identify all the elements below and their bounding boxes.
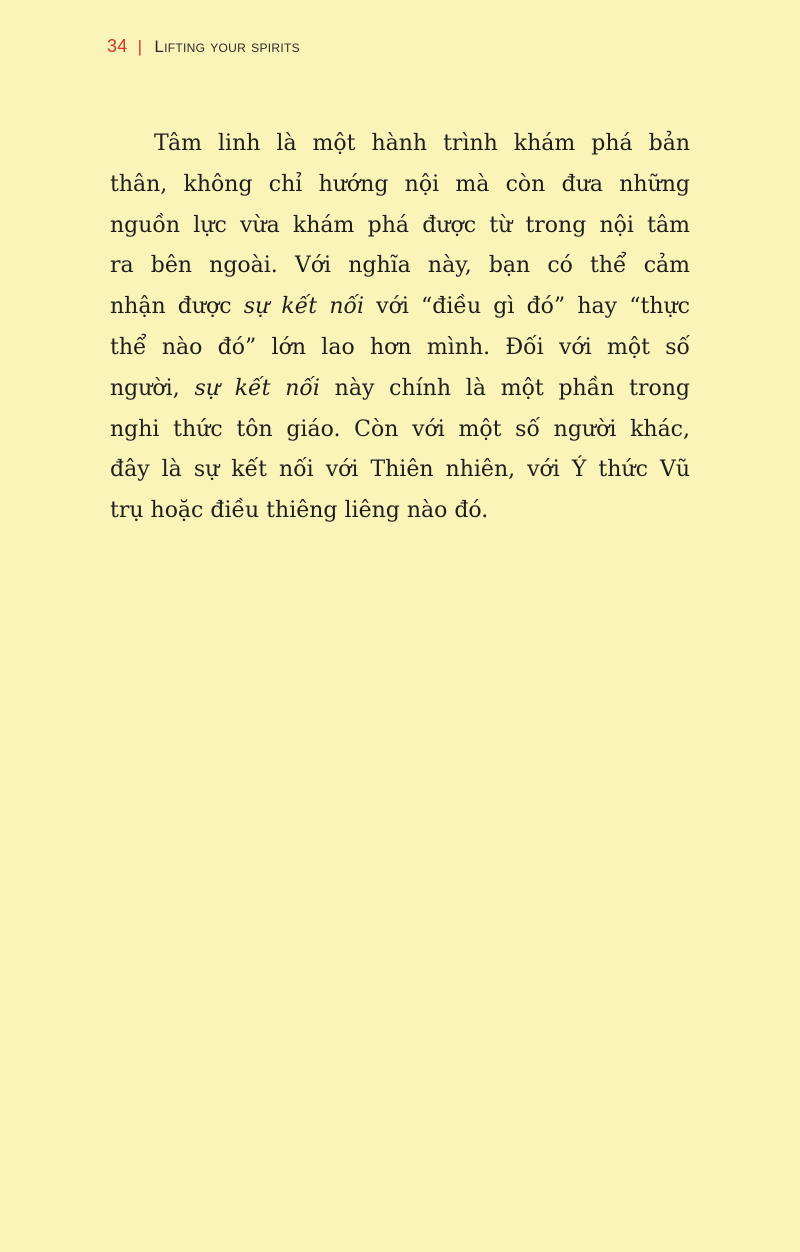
body-paragraph bbox=[110, 124, 690, 532]
paragraph-line-9: đây là sự kết nối với Thiên nhiên, với Ý thức Vũ bbox=[110, 457, 690, 483]
paragraph-line-1: Tâm linh là một hành trình khám phá bản bbox=[154, 131, 690, 156]
line-7-text-a: người, bbox=[110, 375, 195, 401]
line-5-text-a: nhận được bbox=[110, 294, 244, 320]
paragraph-line-6: thể nào đó” lớn lao hơn mình. Đối với một số bbox=[110, 334, 690, 360]
emphasis-su-ket-noi-1: sự kết nối bbox=[243, 294, 364, 320]
paragraph-line-4: ra bên ngoài. Với nghĩa này, bạn có thể cảm bbox=[110, 253, 690, 279]
page-number: 34 bbox=[107, 36, 128, 56]
line-7-text-b: này chính là một phần trong bbox=[319, 375, 690, 401]
running-title: Lifting your spirits bbox=[154, 37, 300, 56]
paragraph-line-8: nghi thức tôn giáo. Còn với một số người khác, bbox=[110, 416, 690, 442]
paragraph-line-2: thân, không chỉ hướng nội mà còn đưa những bbox=[110, 171, 690, 197]
header-separator: | bbox=[137, 37, 143, 56]
paragraph-line-5 bbox=[110, 287, 690, 328]
running-header bbox=[107, 34, 300, 59]
paragraph-line-10: trụ hoặc điều thiêng liêng nào đó. bbox=[110, 498, 489, 524]
emphasis-su-ket-noi-2: sự kết nối bbox=[194, 375, 320, 401]
paragraph-line-7 bbox=[110, 369, 690, 410]
line-5-text-b: với “điều gì đó” hay “thực bbox=[363, 294, 690, 320]
paragraph-line-3: nguồn lực vừa khám phá được từ trong nội tâm bbox=[110, 212, 690, 238]
